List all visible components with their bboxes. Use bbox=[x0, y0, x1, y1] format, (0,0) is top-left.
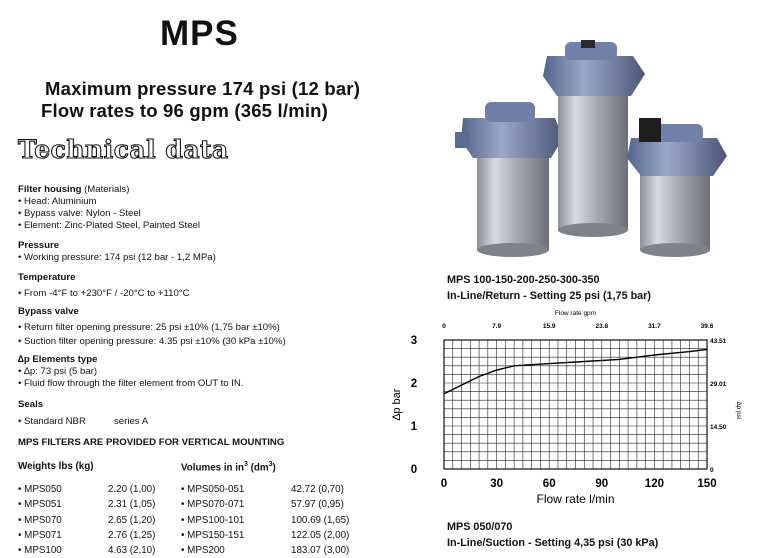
x2-tick-label: 0 bbox=[442, 323, 446, 330]
spec-item: • Bypass valve: Nylon - Steel bbox=[18, 208, 141, 219]
y-tick-label: 2 bbox=[410, 378, 418, 390]
filter-center-image bbox=[543, 40, 645, 237]
x-axis-label: Flow rate l/min bbox=[536, 492, 615, 506]
spec-item: • From -4°F to +230°F / -20°C to +110°C bbox=[18, 288, 190, 299]
weights-table bbox=[18, 482, 155, 558]
product-photo bbox=[455, 40, 765, 260]
dp-elements-block bbox=[18, 354, 408, 390]
filter-housing-heading: Filter housing bbox=[18, 184, 82, 195]
temperature-heading: Temperature bbox=[18, 272, 76, 283]
y2-axis-label: ∆p psi bbox=[735, 401, 742, 420]
bypass-heading: Bypass valve bbox=[18, 306, 79, 317]
spec-item: • Fluid flow through the filter element from OUT to IN. bbox=[18, 378, 244, 389]
volumes-table bbox=[181, 482, 349, 558]
x-tick-label: 90 bbox=[595, 478, 609, 490]
filter-left-image bbox=[455, 102, 563, 257]
x-tick-label: 30 bbox=[490, 478, 503, 490]
spec-item: • ∆p: 73 psi (5 bar) bbox=[18, 366, 98, 377]
y-axis-label: ∆p bar bbox=[391, 388, 403, 421]
pressure-drop-chart bbox=[380, 306, 760, 512]
y-tick-label: 3 bbox=[410, 335, 418, 347]
chart-heading-setting: In-Line/Return - Setting 25 psi (1,75 bar) bbox=[447, 290, 651, 302]
spec-item: • Working pressure: 174 psi (12 bar - 1,2 MPa) bbox=[18, 252, 216, 263]
seals-block bbox=[18, 399, 408, 428]
spec-item: • Element: Zinc-Plated Steel, Painted Steel bbox=[18, 220, 201, 231]
x-tick-label: 150 bbox=[697, 478, 717, 490]
page-title: MPS bbox=[160, 14, 239, 53]
spec-item: • Suction filter opening pressure: 4.35 psi ±10% (30 kPa ±10%) bbox=[18, 336, 286, 347]
y-tick-label: 0 bbox=[410, 464, 418, 476]
subtitle-flow: Flow rates to 96 gpm (365 l/min) bbox=[41, 100, 329, 121]
x2-axis-label: Flow rate gpm bbox=[554, 310, 597, 317]
weights-heading: Weights lbs (kg) bbox=[18, 461, 94, 472]
x2-tick-label: 39.6 bbox=[700, 323, 714, 330]
mounting-note: MPS FILTERS ARE PROVIDED FOR VERTICAL MOUNTING bbox=[18, 437, 285, 448]
table-row: • MPS100-101 100.69 (1,65) bbox=[181, 514, 350, 526]
table-row: • MPS071 2.76 (1,25) bbox=[18, 529, 156, 541]
chart2-heading-setting: In-Line/Suction - Setting 4,35 psi (30 kPa) bbox=[447, 537, 659, 549]
table-row: • MPS070 2.65 (1,20) bbox=[18, 514, 156, 526]
table-row: • MPS070-071 57.97 (0,95) bbox=[181, 499, 344, 511]
y-tick-label: 1 bbox=[410, 421, 418, 433]
spec-item: • Standard NBR bbox=[18, 416, 86, 427]
x-tick-label: 120 bbox=[644, 478, 664, 490]
chart-heading-model: MPS 100-150-200-250-300-350 bbox=[447, 274, 600, 286]
filter-housing-heading-suffix: (Materials) bbox=[81, 184, 130, 195]
bypass-block bbox=[18, 306, 408, 348]
x-tick-label: 0 bbox=[440, 478, 448, 490]
section-heading: Technical data bbox=[18, 135, 229, 164]
x-tick-label: 60 bbox=[542, 478, 556, 490]
y2-tick-label: 0 bbox=[710, 467, 714, 474]
y2-tick-label: 14.50 bbox=[710, 424, 727, 431]
volumes-heading: Volumes in $in^3$ $(dm^3)$ bbox=[181, 461, 276, 474]
spec-item: • Return filter opening pressure: 25 psi ±10% (1,75 bar ±10%) bbox=[18, 322, 280, 333]
pressure-heading: Pressure bbox=[18, 240, 60, 251]
y2-tick-label: 43.51 bbox=[710, 338, 727, 345]
filter-housing-block bbox=[18, 184, 408, 232]
table-row: • MPS100 4.63 (2,10) bbox=[18, 545, 156, 557]
spec-item: series A bbox=[114, 416, 149, 427]
chart2-heading-model: MPS 050/070 bbox=[447, 521, 513, 533]
seals-heading: Seals bbox=[18, 399, 44, 410]
table-row: • MPS050 2.20 (1,00) bbox=[18, 484, 156, 495]
x2-tick-label: 7.9 bbox=[492, 323, 502, 330]
table-row: • MPS050-051 42.72 (0,70) bbox=[181, 484, 344, 495]
table-row: • MPS200 183.07 (3,00) bbox=[181, 545, 350, 557]
x2-tick-label: 15.9 bbox=[542, 323, 556, 330]
filter-right-image bbox=[627, 118, 727, 257]
x2-tick-label: 31.7 bbox=[648, 323, 661, 330]
x2-tick-label: 23.8 bbox=[595, 323, 609, 330]
dp-elements-heading: ∆p Elements type bbox=[18, 354, 98, 365]
table-row: • MPS051 2.31 (1,05) bbox=[18, 499, 156, 511]
spec-item: • Head: Aluminium bbox=[18, 196, 97, 207]
table-row: • MPS150-151 122.05 (2,00) bbox=[181, 529, 350, 541]
subtitle-pressure: Maximum pressure 174 psi (12 bar) bbox=[45, 78, 361, 99]
temperature-block bbox=[18, 272, 408, 300]
pressure-block bbox=[18, 240, 408, 264]
y2-tick-label: 29.01 bbox=[710, 381, 727, 388]
